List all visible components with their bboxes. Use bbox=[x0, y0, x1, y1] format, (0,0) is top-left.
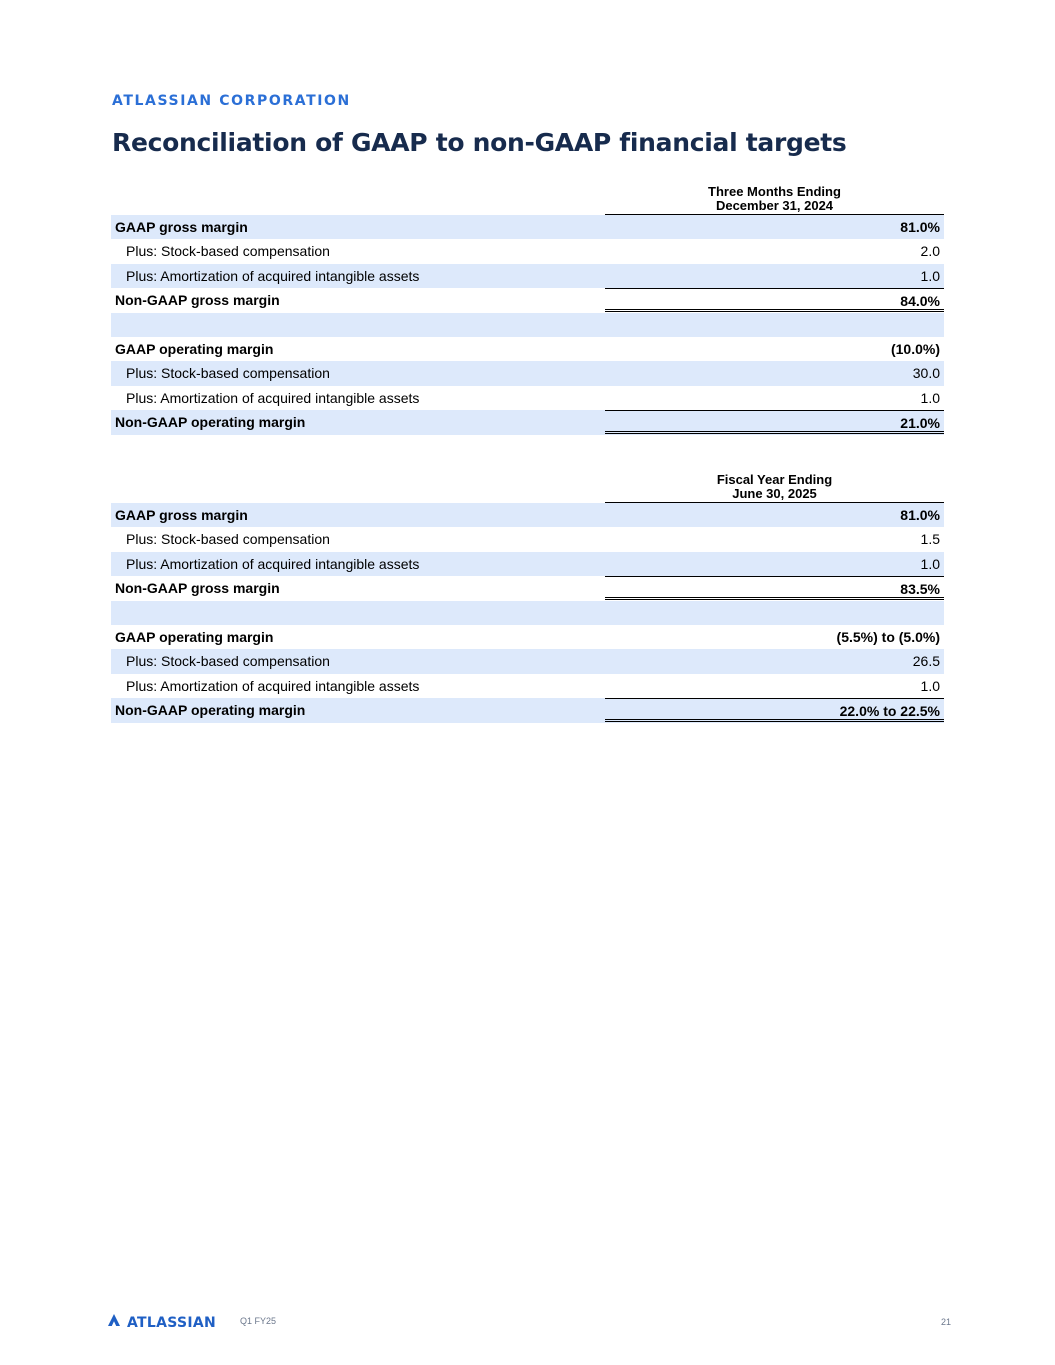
table-row bbox=[111, 649, 944, 673]
spacer-row bbox=[111, 313, 944, 337]
table-row bbox=[111, 264, 944, 288]
table-row bbox=[111, 386, 944, 410]
row-label: Plus: Amortization of acquired intangible assets bbox=[126, 389, 420, 406]
row-label: GAAP gross margin bbox=[115, 219, 248, 235]
page-number: 21 bbox=[940, 1317, 951, 1327]
row-label: Non-GAAP gross margin bbox=[115, 580, 280, 597]
row-value: 83.5% bbox=[605, 576, 944, 600]
row-value: 1.0 bbox=[920, 267, 940, 284]
row-value: 1.5 bbox=[920, 531, 940, 548]
column-header-line1: Three Months Ending bbox=[708, 184, 841, 199]
row-label: Plus: Amortization of acquired intangible assets bbox=[126, 267, 420, 284]
row-label: Non-GAAP operating margin bbox=[115, 702, 306, 719]
row-label: Plus: Stock-based compensation bbox=[126, 653, 330, 670]
row-value: 1.0 bbox=[920, 389, 940, 406]
row-value: 1.0 bbox=[920, 677, 940, 694]
footer-wordmark: ATLASSIAN bbox=[127, 1314, 217, 1331]
table-row bbox=[111, 239, 944, 263]
reconciliation-table-fy bbox=[111, 471, 944, 723]
row-label: Non-GAAP gross margin bbox=[115, 292, 280, 309]
column-header-line1: Fiscal Year Ending bbox=[716, 472, 833, 487]
column-header-line2: December 31, 2024 bbox=[715, 198, 834, 213]
row-label: Plus: Stock-based compensation bbox=[126, 243, 330, 260]
row-value: 81.0% bbox=[900, 507, 940, 523]
row-label: Plus: Stock-based compensation bbox=[126, 531, 330, 548]
table-row bbox=[111, 215, 944, 239]
atlassian-logo-icon bbox=[107, 1313, 121, 1332]
table-row bbox=[111, 625, 944, 649]
table-row bbox=[111, 576, 944, 600]
footer-period: Q1 FY25 bbox=[240, 1316, 277, 1326]
table-row bbox=[111, 503, 944, 527]
row-value: 81.0% bbox=[900, 219, 940, 235]
page-title: Reconciliation of GAAP to non-GAAP financial targets bbox=[112, 128, 847, 157]
row-label: GAAP operating margin bbox=[115, 340, 274, 357]
row-value: 26.5 bbox=[912, 653, 940, 670]
row-label: Non-GAAP operating margin bbox=[115, 414, 306, 431]
row-value: 22.0% to 22.5% bbox=[605, 698, 944, 722]
column-header bbox=[605, 185, 944, 215]
row-value: (5.5%) to (5.0%) bbox=[836, 628, 940, 645]
footer-logo bbox=[107, 1313, 216, 1332]
row-value: 1.0 bbox=[920, 555, 940, 572]
table-header bbox=[111, 183, 944, 215]
table-row bbox=[111, 361, 944, 385]
table-row bbox=[111, 674, 944, 698]
table-row bbox=[111, 288, 944, 312]
reconciliation-table-q3 bbox=[111, 183, 944, 435]
row-label: Plus: Amortization of acquired intangible assets bbox=[126, 555, 420, 572]
table-row bbox=[111, 337, 944, 361]
company-name: ATLASSIAN CORPORATION bbox=[112, 93, 351, 109]
row-value: 84.0% bbox=[605, 288, 944, 312]
row-value: (10.0%) bbox=[890, 340, 940, 357]
row-label: Plus: Amortization of acquired intangible assets bbox=[126, 677, 420, 694]
table-header bbox=[111, 471, 944, 503]
row-label: Plus: Stock-based compensation bbox=[126, 365, 330, 382]
row-label: GAAP gross margin bbox=[115, 507, 248, 523]
row-label: GAAP operating margin bbox=[115, 628, 274, 645]
table-row bbox=[111, 410, 944, 434]
row-value: 21.0% bbox=[605, 410, 944, 434]
column-header bbox=[605, 473, 944, 503]
column-header-line2: June 30, 2025 bbox=[732, 486, 817, 501]
row-value: 30.0 bbox=[912, 365, 940, 382]
spacer-row bbox=[111, 601, 944, 625]
row-value: 2.0 bbox=[920, 243, 940, 260]
table-row bbox=[111, 552, 944, 576]
table-row bbox=[111, 527, 944, 551]
table-row bbox=[111, 698, 944, 722]
